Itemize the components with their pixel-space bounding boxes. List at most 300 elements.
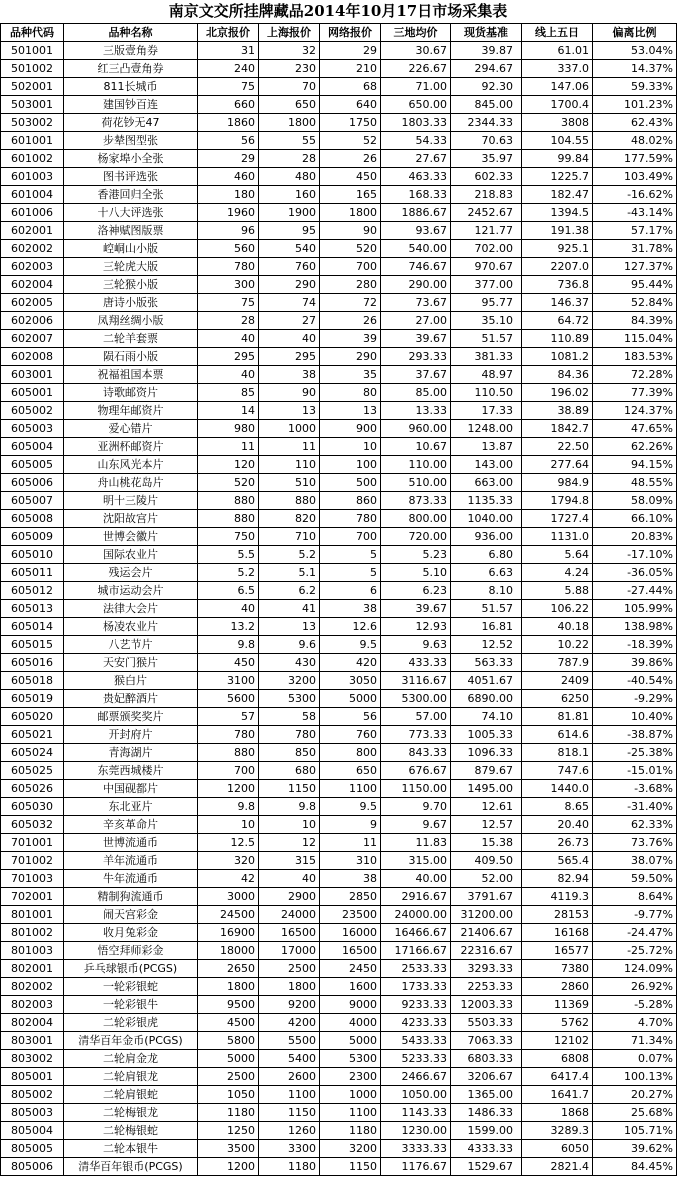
- cell-shanghai: 13: [259, 618, 320, 636]
- cell-shanghai: 1180: [259, 1158, 320, 1176]
- cell-deviation: 58.09%: [593, 492, 677, 510]
- cell-shanghai: 95: [259, 222, 320, 240]
- cell-five-day: 28153: [522, 906, 593, 924]
- cell-deviation: 124.09%: [593, 960, 677, 978]
- cell-name: 牛年流通币: [64, 870, 198, 888]
- cell-code: 701002: [1, 852, 64, 870]
- cell-online: 5: [320, 546, 381, 564]
- cell-online: 3200: [320, 1140, 381, 1158]
- cell-online: 500: [320, 474, 381, 492]
- cell-beijing: 2650: [198, 960, 259, 978]
- cell-online: 1100: [320, 1104, 381, 1122]
- cell-code: 805006: [1, 1158, 64, 1176]
- cell-beijing: 1960: [198, 204, 259, 222]
- header-spot-base: 现货基准: [451, 24, 522, 42]
- cell-code: 605009: [1, 528, 64, 546]
- table-row: [1, 906, 677, 924]
- cell-spot-base: 143.00: [451, 456, 522, 474]
- cell-spot-base: 39.87: [451, 42, 522, 60]
- cell-deviation: -27.44%: [593, 582, 677, 600]
- cell-beijing: 24500: [198, 906, 259, 924]
- cell-average: 13.33: [381, 402, 451, 420]
- cell-code: 601006: [1, 204, 64, 222]
- cell-name: 荷花钞无47: [64, 114, 198, 132]
- cell-average: 3333.33: [381, 1140, 451, 1158]
- cell-deviation: 0.07%: [593, 1050, 677, 1068]
- table-row: [1, 546, 677, 564]
- cell-deviation: 52.84%: [593, 294, 677, 312]
- cell-name: 东莞西城楼片: [64, 762, 198, 780]
- cell-spot-base: 15.38: [451, 834, 522, 852]
- cell-average: 463.33: [381, 168, 451, 186]
- cell-five-day: 736.8: [522, 276, 593, 294]
- cell-spot-base: 51.57: [451, 600, 522, 618]
- cell-five-day: 1727.4: [522, 510, 593, 528]
- cell-name: 八艺节片: [64, 636, 198, 654]
- cell-beijing: 16900: [198, 924, 259, 942]
- cell-shanghai: 5300: [259, 690, 320, 708]
- cell-online: 26: [320, 312, 381, 330]
- cell-beijing: 180: [198, 186, 259, 204]
- cell-shanghai: 290: [259, 276, 320, 294]
- cell-average: 16466.67: [381, 924, 451, 942]
- cell-beijing: 5800: [198, 1032, 259, 1050]
- cell-online: 6: [320, 582, 381, 600]
- cell-name: 精制狗流通币: [64, 888, 198, 906]
- cell-average: 510.00: [381, 474, 451, 492]
- cell-five-day: 146.37: [522, 294, 593, 312]
- cell-five-day: 787.9: [522, 654, 593, 672]
- table-row: [1, 96, 677, 114]
- cell-shanghai: 850: [259, 744, 320, 762]
- cell-spot-base: 1529.67: [451, 1158, 522, 1176]
- cell-average: 9.63: [381, 636, 451, 654]
- cell-code: 605010: [1, 546, 64, 564]
- cell-average: 39.67: [381, 330, 451, 348]
- table-row: [1, 600, 677, 618]
- cell-online: 35: [320, 366, 381, 384]
- cell-five-day: 147.06: [522, 78, 593, 96]
- cell-five-day: 16168: [522, 924, 593, 942]
- cell-five-day: 64.72: [522, 312, 593, 330]
- cell-spot-base: 1248.00: [451, 420, 522, 438]
- cell-code: 602003: [1, 258, 64, 276]
- cell-beijing: 1180: [198, 1104, 259, 1122]
- cell-shanghai: 4200: [259, 1014, 320, 1032]
- cell-online: 23500: [320, 906, 381, 924]
- cell-beijing: 1200: [198, 1158, 259, 1176]
- cell-code: 605020: [1, 708, 64, 726]
- cell-spot-base: 2452.67: [451, 204, 522, 222]
- table-row: [1, 258, 677, 276]
- table-row: [1, 240, 677, 258]
- cell-deviation: 10.40%: [593, 708, 677, 726]
- cell-online: 1150: [320, 1158, 381, 1176]
- table-row: [1, 474, 677, 492]
- cell-spot-base: 879.67: [451, 762, 522, 780]
- cell-shanghai: 1800: [259, 978, 320, 996]
- cell-shanghai: 40: [259, 870, 320, 888]
- table-row: [1, 960, 677, 978]
- table-row: [1, 456, 677, 474]
- cell-deviation: 31.78%: [593, 240, 677, 258]
- cell-five-day: 3289.3: [522, 1122, 593, 1140]
- cell-deviation: 62.26%: [593, 438, 677, 456]
- cell-shanghai: 41: [259, 600, 320, 618]
- cell-code: 605008: [1, 510, 64, 528]
- cell-deviation: 138.98%: [593, 618, 677, 636]
- cell-code: 605019: [1, 690, 64, 708]
- cell-name: 二轮梅银龙: [64, 1104, 198, 1122]
- cell-name: 唐诗小版张: [64, 294, 198, 312]
- cell-deviation: -36.05%: [593, 564, 677, 582]
- cell-deviation: 47.65%: [593, 420, 677, 438]
- cell-deviation: 59.50%: [593, 870, 677, 888]
- cell-online: 38: [320, 600, 381, 618]
- cell-spot-base: 12.52: [451, 636, 522, 654]
- table-row: [1, 384, 677, 402]
- table-row: [1, 798, 677, 816]
- cell-code: 605026: [1, 780, 64, 798]
- header-online: 网络报价: [320, 24, 381, 42]
- cell-beijing: 1860: [198, 114, 259, 132]
- cell-name: 二轮彩银虎: [64, 1014, 198, 1032]
- cell-five-day: 337.0: [522, 60, 593, 78]
- cell-spot-base: 4333.33: [451, 1140, 522, 1158]
- cell-five-day: 182.47: [522, 186, 593, 204]
- cell-spot-base: 2253.33: [451, 978, 522, 996]
- cell-shanghai: 17000: [259, 942, 320, 960]
- cell-average: 540.00: [381, 240, 451, 258]
- cell-beijing: 880: [198, 744, 259, 762]
- cell-deviation: 48.55%: [593, 474, 677, 492]
- cell-online: 165: [320, 186, 381, 204]
- cell-name: 辛亥革命片: [64, 816, 198, 834]
- cell-deviation: -18.39%: [593, 636, 677, 654]
- table-row: [1, 348, 677, 366]
- cell-beijing: 75: [198, 78, 259, 96]
- cell-name: 亚洲杯邮资片: [64, 438, 198, 456]
- table-row: [1, 762, 677, 780]
- cell-shanghai: 27: [259, 312, 320, 330]
- cell-shanghai: 1150: [259, 780, 320, 798]
- cell-deviation: -25.38%: [593, 744, 677, 762]
- cell-deviation: 84.39%: [593, 312, 677, 330]
- cell-shanghai: 6.2: [259, 582, 320, 600]
- cell-five-day: 5.88: [522, 582, 593, 600]
- cell-beijing: 1200: [198, 780, 259, 798]
- cell-average: 37.67: [381, 366, 451, 384]
- cell-deviation: -40.54%: [593, 672, 677, 690]
- cell-spot-base: 7063.33: [451, 1032, 522, 1050]
- cell-name: 陨石雨小版: [64, 348, 198, 366]
- cell-shanghai: 820: [259, 510, 320, 528]
- cell-average: 24000.00: [381, 906, 451, 924]
- cell-code: 801002: [1, 924, 64, 942]
- cell-average: 110.00: [381, 456, 451, 474]
- cell-average: 10.67: [381, 438, 451, 456]
- cell-five-day: 1842.7: [522, 420, 593, 438]
- cell-shanghai: 480: [259, 168, 320, 186]
- cell-spot-base: 3791.67: [451, 888, 522, 906]
- cell-name: 香港回归全张: [64, 186, 198, 204]
- cell-deviation: -17.10%: [593, 546, 677, 564]
- cell-online: 38: [320, 870, 381, 888]
- cell-name: 悟空拜师彩金: [64, 942, 198, 960]
- cell-shanghai: 28: [259, 150, 320, 168]
- cell-shanghai: 680: [259, 762, 320, 780]
- cell-code: 605015: [1, 636, 64, 654]
- cell-code: 605024: [1, 744, 64, 762]
- cell-online: 13: [320, 402, 381, 420]
- cell-spot-base: 1096.33: [451, 744, 522, 762]
- cell-name: 山东风光本片: [64, 456, 198, 474]
- cell-average: 17166.67: [381, 942, 451, 960]
- cell-code: 605007: [1, 492, 64, 510]
- cell-online: 5000: [320, 1032, 381, 1050]
- cell-five-day: 1794.8: [522, 492, 593, 510]
- cell-deviation: 72.28%: [593, 366, 677, 384]
- cell-spot-base: 8.10: [451, 582, 522, 600]
- cell-spot-base: 13.87: [451, 438, 522, 456]
- cell-shanghai: 9.8: [259, 798, 320, 816]
- cell-shanghai: 5400: [259, 1050, 320, 1068]
- cell-deviation: 62.43%: [593, 114, 677, 132]
- cell-five-day: 1131.0: [522, 528, 593, 546]
- cell-spot-base: 2344.33: [451, 114, 522, 132]
- table-row: [1, 1104, 677, 1122]
- table-row: [1, 1122, 677, 1140]
- cell-shanghai: 160: [259, 186, 320, 204]
- cell-online: 2850: [320, 888, 381, 906]
- cell-average: 843.33: [381, 744, 451, 762]
- cell-five-day: 16577: [522, 942, 593, 960]
- cell-beijing: 3500: [198, 1140, 259, 1158]
- cell-code: 802002: [1, 978, 64, 996]
- cell-five-day: 6050: [522, 1140, 593, 1158]
- cell-five-day: 747.6: [522, 762, 593, 780]
- cell-spot-base: 16.81: [451, 618, 522, 636]
- cell-average: 5300.00: [381, 690, 451, 708]
- cell-code: 803001: [1, 1032, 64, 1050]
- cell-online: 26: [320, 150, 381, 168]
- cell-spot-base: 48.97: [451, 366, 522, 384]
- cell-name: 爱心错片: [64, 420, 198, 438]
- cell-five-day: 984.9: [522, 474, 593, 492]
- header-row: [1, 24, 677, 42]
- cell-average: 40.00: [381, 870, 451, 888]
- cell-beijing: 40: [198, 600, 259, 618]
- table-row: [1, 672, 677, 690]
- cell-five-day: 1225.7: [522, 168, 593, 186]
- table-row: [1, 366, 677, 384]
- cell-code: 501002: [1, 60, 64, 78]
- cell-deviation: 20.27%: [593, 1086, 677, 1104]
- cell-code: 805003: [1, 1104, 64, 1122]
- cell-deviation: -38.87%: [593, 726, 677, 744]
- table-row: [1, 420, 677, 438]
- cell-shanghai: 1260: [259, 1122, 320, 1140]
- cell-shanghai: 1150: [259, 1104, 320, 1122]
- cell-five-day: 1394.5: [522, 204, 593, 222]
- cell-name: 一轮彩银牛: [64, 996, 198, 1014]
- cell-spot-base: 17.33: [451, 402, 522, 420]
- cell-code: 701001: [1, 834, 64, 852]
- cell-shanghai: 90: [259, 384, 320, 402]
- cell-deviation: 103.49%: [593, 168, 677, 186]
- cell-shanghai: 9200: [259, 996, 320, 1014]
- cell-average: 12.93: [381, 618, 451, 636]
- cell-five-day: 7380: [522, 960, 593, 978]
- cell-code: 601002: [1, 150, 64, 168]
- cell-beijing: 320: [198, 852, 259, 870]
- cell-five-day: 3808: [522, 114, 593, 132]
- cell-online: 4000: [320, 1014, 381, 1032]
- cell-online: 5300: [320, 1050, 381, 1068]
- cell-spot-base: 6.80: [451, 546, 522, 564]
- cell-deviation: -9.77%: [593, 906, 677, 924]
- cell-beijing: 11: [198, 438, 259, 456]
- cell-shanghai: 430: [259, 654, 320, 672]
- cell-five-day: 1868: [522, 1104, 593, 1122]
- cell-beijing: 1050: [198, 1086, 259, 1104]
- cell-online: 1100: [320, 780, 381, 798]
- cell-spot-base: 92.30: [451, 78, 522, 96]
- cell-online: 640: [320, 96, 381, 114]
- table-row: [1, 1140, 677, 1158]
- cell-shanghai: 295: [259, 348, 320, 366]
- cell-deviation: 48.02%: [593, 132, 677, 150]
- cell-five-day: 12102: [522, 1032, 593, 1050]
- cell-spot-base: 4051.67: [451, 672, 522, 690]
- cell-five-day: 2821.4: [522, 1158, 593, 1176]
- cell-shanghai: 16500: [259, 924, 320, 942]
- cell-beijing: 5.2: [198, 564, 259, 582]
- table-row: [1, 888, 677, 906]
- cell-beijing: 75: [198, 294, 259, 312]
- cell-five-day: 99.84: [522, 150, 593, 168]
- cell-code: 503001: [1, 96, 64, 114]
- cell-shanghai: 880: [259, 492, 320, 510]
- cell-online: 700: [320, 528, 381, 546]
- cell-five-day: 1641.7: [522, 1086, 593, 1104]
- cell-name: 杨家埠小全张: [64, 150, 198, 168]
- cell-spot-base: 1135.33: [451, 492, 522, 510]
- cell-online: 68: [320, 78, 381, 96]
- table-row: [1, 636, 677, 654]
- cell-deviation: -9.29%: [593, 690, 677, 708]
- cell-five-day: 614.6: [522, 726, 593, 744]
- cell-deviation: 26.92%: [593, 978, 677, 996]
- cell-name: 收月兔彩金: [64, 924, 198, 942]
- cell-online: 1000: [320, 1086, 381, 1104]
- cell-name: 十八大评选张: [64, 204, 198, 222]
- cell-online: 90: [320, 222, 381, 240]
- cell-beijing: 40: [198, 366, 259, 384]
- cell-code: 605003: [1, 420, 64, 438]
- table-row: [1, 114, 677, 132]
- cell-beijing: 96: [198, 222, 259, 240]
- cell-shanghai: 38: [259, 366, 320, 384]
- cell-shanghai: 510: [259, 474, 320, 492]
- cell-deviation: 127.37%: [593, 258, 677, 276]
- cell-name: 杨凌农业片: [64, 618, 198, 636]
- table-row: [1, 870, 677, 888]
- cell-beijing: 28: [198, 312, 259, 330]
- cell-code: 801003: [1, 942, 64, 960]
- cell-beijing: 57: [198, 708, 259, 726]
- cell-deviation: 183.53%: [593, 348, 677, 366]
- cell-spot-base: 218.83: [451, 186, 522, 204]
- cell-average: 9.70: [381, 798, 451, 816]
- cell-code: 805005: [1, 1140, 64, 1158]
- cell-spot-base: 121.77: [451, 222, 522, 240]
- cell-five-day: 26.73: [522, 834, 593, 852]
- cell-online: 16000: [320, 924, 381, 942]
- cell-deviation: -24.47%: [593, 924, 677, 942]
- table-row: [1, 42, 677, 60]
- cell-online: 780: [320, 510, 381, 528]
- cell-deviation: 101.23%: [593, 96, 677, 114]
- cell-average: 39.67: [381, 600, 451, 618]
- cell-spot-base: 3293.33: [451, 960, 522, 978]
- cell-shanghai: 760: [259, 258, 320, 276]
- cell-average: 1150.00: [381, 780, 451, 798]
- cell-deviation: 177.59%: [593, 150, 677, 168]
- cell-beijing: 660: [198, 96, 259, 114]
- cell-spot-base: 702.00: [451, 240, 522, 258]
- cell-shanghai: 2600: [259, 1068, 320, 1086]
- cell-five-day: 1440.0: [522, 780, 593, 798]
- cell-spot-base: 52.00: [451, 870, 522, 888]
- cell-online: 72: [320, 294, 381, 312]
- cell-online: 1180: [320, 1122, 381, 1140]
- cell-shanghai: 2900: [259, 888, 320, 906]
- table-row: [1, 708, 677, 726]
- cell-spot-base: 35.97: [451, 150, 522, 168]
- cell-spot-base: 970.67: [451, 258, 522, 276]
- cell-code: 605012: [1, 582, 64, 600]
- table-row: [1, 330, 677, 348]
- cell-spot-base: 6890.00: [451, 690, 522, 708]
- cell-online: 5000: [320, 690, 381, 708]
- table-row: [1, 942, 677, 960]
- cell-spot-base: 35.10: [451, 312, 522, 330]
- cell-spot-base: 1486.33: [451, 1104, 522, 1122]
- cell-deviation: 94.15%: [593, 456, 677, 474]
- cell-shanghai: 10: [259, 816, 320, 834]
- cell-five-day: 818.1: [522, 744, 593, 762]
- cell-name: 羊年流通币: [64, 852, 198, 870]
- cell-shanghai: 70: [259, 78, 320, 96]
- table-row: [1, 996, 677, 1014]
- table-row: [1, 1068, 677, 1086]
- cell-online: 5: [320, 564, 381, 582]
- cell-deviation: -25.72%: [593, 942, 677, 960]
- cell-spot-base: 12003.33: [451, 996, 522, 1014]
- cell-five-day: 110.89: [522, 330, 593, 348]
- cell-five-day: 2207.0: [522, 258, 593, 276]
- cell-online: 52: [320, 132, 381, 150]
- cell-beijing: 520: [198, 474, 259, 492]
- cell-average: 676.67: [381, 762, 451, 780]
- cell-five-day: 11369: [522, 996, 593, 1014]
- cell-shanghai: 11: [259, 438, 320, 456]
- cell-average: 93.67: [381, 222, 451, 240]
- cell-name: 三轮虎大版: [64, 258, 198, 276]
- cell-online: 420: [320, 654, 381, 672]
- table-row: [1, 492, 677, 510]
